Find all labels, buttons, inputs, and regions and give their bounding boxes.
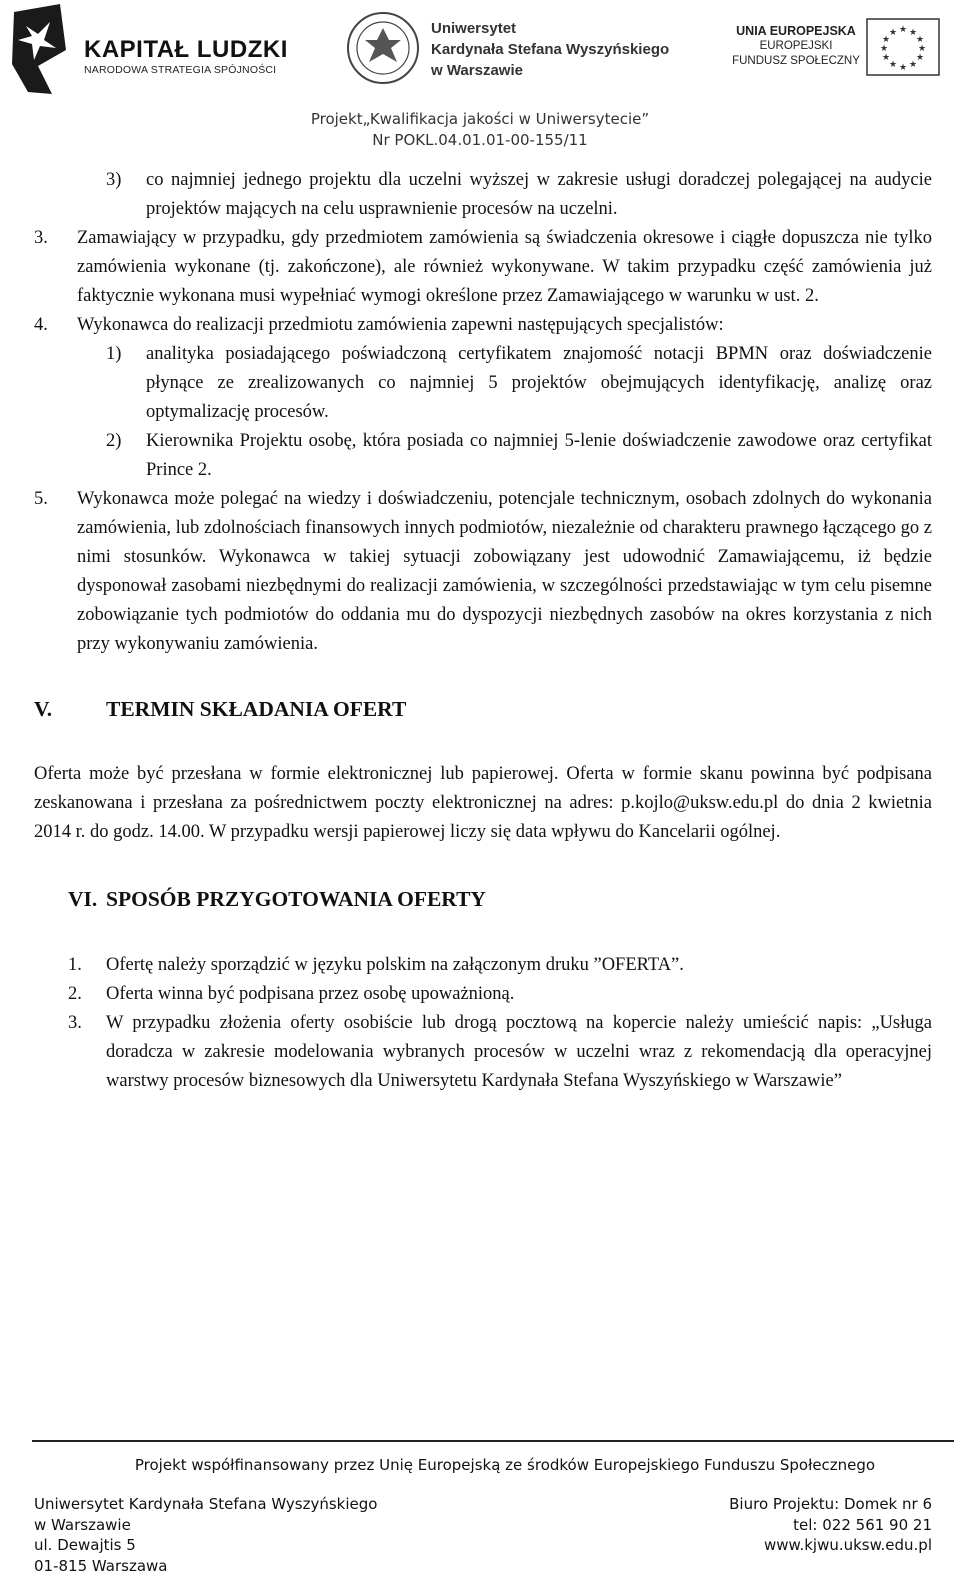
list-number: 3) [106, 170, 122, 190]
uksw-line: Kardynała Stefana Wyszyńskiego [431, 41, 670, 58]
footer-contact [729, 1494, 932, 1556]
footer-divider [32, 1440, 954, 1442]
svg-text:★: ★ [915, 35, 925, 45]
footer-contact-line: Biuro Projektu: Domek nr 6 [729, 1495, 932, 1513]
list-text: co najmniej jednego projektu dla uczelni wyższej w zakresie usługi doradczej polegającej na audycie projektów mających na celu usprawnienie procesów na uczelni. [146, 170, 932, 219]
svg-text:★: ★ [915, 53, 925, 63]
section-heading-v [34, 695, 932, 724]
document-body [34, 165, 932, 1096]
eu-line: FUNDUSZ SPOŁECZNY [732, 55, 860, 67]
list-item [34, 980, 932, 1009]
list-item [34, 427, 932, 485]
list-number: 5. [34, 489, 48, 509]
list-text: Kierownika Projektu osobę, która posiada co najmniej 5-lenie doświadczenie zawodowe oraz certyfikat Prince 2. [146, 431, 932, 480]
section-number: VI. [68, 887, 98, 911]
svg-text:★: ★ [879, 44, 889, 54]
list-item [34, 340, 932, 427]
kapital-ludzki-title: KAPITAŁ LUDZKI [84, 36, 288, 63]
list-text: Wykonawca może polegać na wiedzy i doświadczeniu, potencjale technicznym, osobach zdolnych do wykonania zamówienia, lub zdolnościach finansowych innych podmiotów, niezależnie od charakteru prawnego łączącego go z nimi stosunków. Wykonawca w takiej sytuacji zobowiązany jest udowodnić Zamawiającemu, iż będzie dysponował zasobami niezbędnymi do realizacji zamówienia, w szczególności przedstawiając w tym celu pisemne zobowiązanie tych podmiotów do oddania mu do dyspozycji niezbędnych zasobów na okres korzystania z nich przy wykonywaniu zamówienia. [77, 489, 932, 654]
list-text: Ofertę należy sporządzić w języku polskim na załączonym druku ”OFERTA”. [106, 955, 684, 975]
project-name: Projekt„Kwalifikacja jakości w Uniwersytecie” [310, 110, 650, 128]
eu-line: UNIA EUROPEJSKA [736, 24, 856, 38]
svg-text:★: ★ [908, 60, 918, 70]
uksw-seal-icon [345, 10, 421, 86]
list-item [34, 311, 932, 340]
kapital-ludzki-emblem-icon [8, 4, 72, 94]
list-text: Zamawiający w przypadku, gdy przedmiotem zamówienia są świadczenia okresowe i ciągłe dopuszcza nie tylko zamówienia wykonane (tj. zakończone), ale również wykonywane. W takim przypadku część zamówienia już faktycznie wykonana musi wypełniać wymogi określone przez Zamawiającego w warunku w ust. 2. [77, 228, 932, 306]
list-text: Wykonawca do realizacji przedmiotu zamówienia zapewni następujących specjalistów: [77, 315, 724, 335]
list-item [34, 485, 932, 659]
paragraph-text: Oferta może być przesłana w formie elektronicznej lub papierowej. Oferta w formie skanu powinna być podpisana zeskanowana i przesłana za pośrednictwem poczty elektronicznej na adres: p.kojlo@uksw.edu.pl do dnia 2 kwietnia 2014 r. do godz. 14.00. W przypadku wersji papierowej liczy się data wpływu do Kancelarii ogólnej. [34, 764, 932, 842]
section-heading-vi [34, 885, 932, 914]
list-number: 1. [68, 955, 82, 975]
eu-line: EUROPEJSKI [759, 40, 833, 52]
project-number: Nr POKL.04.01.01-00-155/11 [372, 131, 588, 149]
uksw-logo [345, 10, 675, 85]
svg-text:★: ★ [888, 28, 898, 38]
section-title: SPOSÓB PRZYGOTOWANIA OFERTY [106, 887, 486, 911]
list-number: 4. [34, 315, 48, 335]
svg-text:★: ★ [898, 25, 908, 35]
list-text: analityka posiadającego poświadczoną certyfikatem znajomość notacji BPMN oraz doświadczenie płynące ze zrealizowanych co najmniej 5 projektów obejmujących identyfikację, analizę oraz optymalizację procesów. [146, 344, 932, 422]
eu-logo [732, 18, 944, 78]
footer-address-line: Uniwersytet Kardynała Stefana Wyszyńskiego [34, 1495, 378, 1513]
page-header [0, 0, 960, 160]
svg-text:★: ★ [881, 53, 891, 63]
footer-contact-link[interactable]: www.kjwu.uksw.edu.pl [764, 1536, 932, 1554]
svg-text:★: ★ [888, 60, 898, 70]
uksw-line: w Warszawie [431, 62, 523, 79]
section-title: TERMIN SKŁADANIA OFERT [106, 697, 407, 721]
footer-cofinancing: Projekt współfinansowany przez Unię Europejską ze środków Europejskiego Funduszu Społecznego [134, 1456, 876, 1474]
list-item [34, 951, 932, 980]
svg-text:★: ★ [917, 44, 927, 54]
list-text: W przypadku złożenia oferty osobiście lub drogą pocztową na kopercie należy umieścić napis: „Usługa doradcza w zakresie modelowania wybranych procesów w uczelni wraz z rekomendacją dla operacyjnej warstwy procesów biznesowych dla Uniwersytetu Kardynała Stefana Wyszyńskiego w Warszawie” [106, 1013, 932, 1091]
list-number: 2) [106, 431, 122, 451]
kapital-ludzki-subtitle: NARODOWA STRATEGIA SPÓJNOŚCI [84, 64, 277, 76]
svg-text:★: ★ [908, 28, 918, 38]
eu-text [732, 24, 860, 69]
list-item [34, 1009, 932, 1096]
footer-contact-line: tel: 022 561 90 21 [793, 1515, 932, 1534]
list-number: 2. [68, 984, 82, 1004]
list-number: 1) [106, 344, 122, 364]
list-item [34, 166, 932, 224]
uksw-line: Uniwersytet [431, 20, 517, 37]
list-item [34, 224, 932, 311]
kapital-ludzki-logo [8, 4, 298, 94]
eu-flag-icon [866, 18, 940, 76]
footer-address-line: ul. Dewajtis 5 [34, 1536, 136, 1554]
list-text: Oferta winna być podpisana przez osobę upoważnioną. [106, 984, 515, 1004]
footer-address-line: 01-815 Warszawa [34, 1556, 168, 1575]
section-number: V. [34, 697, 53, 721]
svg-text:★: ★ [898, 63, 908, 73]
list-number: 3. [34, 228, 48, 248]
uksw-name [431, 18, 669, 81]
footer-address-line: w Warszawie [34, 1515, 131, 1534]
svg-text:★: ★ [881, 35, 891, 45]
footer-address [34, 1494, 377, 1576]
list-number: 3. [68, 1013, 82, 1033]
paragraph [34, 760, 932, 847]
